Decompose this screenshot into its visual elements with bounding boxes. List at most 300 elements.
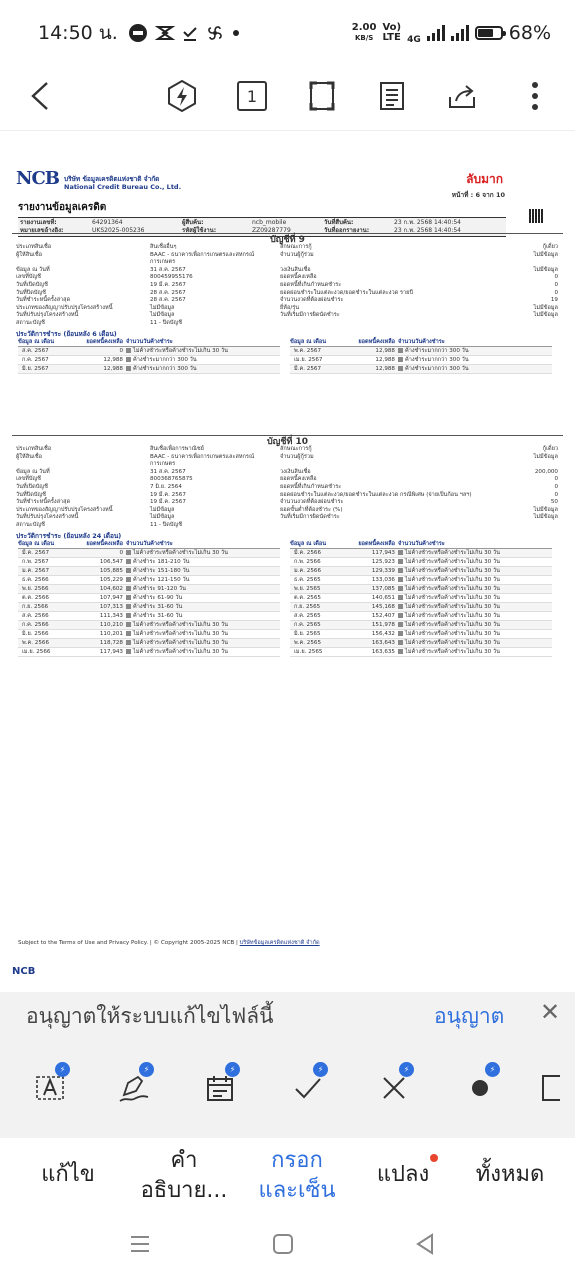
status-bar [0,0,575,66]
history-balance: 110,201 [70,629,126,638]
detail-cell: วันที่เปิดบัญชี [16,281,48,288]
detail-cell: ไม่มีข้อมูล [533,251,558,258]
status-square-icon [398,357,403,362]
detail-cell: ลักษณะการกู้ [280,446,312,452]
history-month: ก.ย. 2566 [18,602,70,611]
history-header: ข้อมูล ณ เดือน [290,540,342,549]
history-balance: 105,229 [70,575,126,584]
back-arrow-icon [29,81,51,111]
detail-cell: วงเงินสินเชื่อ [280,266,311,273]
payment-history-title: ประวัติการชำระ (ย้อนหลัง 6 เดือน) [16,329,117,338]
detail-cell: ประเภทสินเชื่อ [16,244,52,250]
history-status: ไม่ค้างชำระหรือค้างชำระไม่เกิน 30 วัน [133,630,228,637]
detail-cell: 0 [554,281,558,288]
status-square-icon [126,568,131,573]
status-square-icon [398,577,403,582]
status-square-icon [398,631,403,636]
history-table-left [18,540,280,657]
pro-badge-icon: ⚡ [399,1062,414,1077]
detail-cell: 7 มิ.ย. 2564 [150,483,182,490]
detail-cell: 11 - ปิดบัญชี [150,319,182,326]
battery-icon [475,26,503,40]
recent-apps-icon[interactable] [128,1232,152,1256]
history-status-cell [126,620,280,629]
detail-cell: ไม่มีข้อมูล [533,266,558,273]
cross-tool[interactable] [372,1066,416,1110]
history-status: ค้างชำระมากกว่า 300 วัน [133,356,197,363]
history-month: มี.ค. 2567 [18,548,70,557]
account-details [12,446,563,530]
history-status: ไม่ค้างชำระหรือค้างชำระไม่เกิน 30 วัน [405,621,500,628]
cross-icon [379,1073,409,1103]
history-balance: 145,168 [342,602,398,611]
reading-mode-button[interactable] [372,76,412,116]
history-month: ต.ค. 2566 [18,593,70,602]
history-month: ส.ค. 2566 [18,611,70,620]
detail-cell: วันที่เปิดบัญชี [16,483,48,490]
info-cell: วันที่ออกรายงาน: [324,227,370,234]
status-square-icon [126,613,131,618]
detail-cell: ยอดหนี้ที่เกินกำหนดชำระ [280,483,342,490]
history-status-cell [398,584,552,593]
quick-action-button[interactable] [162,76,202,116]
detail-cell [414,461,558,469]
status-square-icon [398,613,403,618]
account-title: บัญชีที่ 10 [12,435,563,446]
more-tool[interactable] [540,1066,575,1110]
history-balance: 105,885 [70,566,126,575]
permission-message: อนุญาตให้ระบบแก้ไขไฟล์นี้ [26,1004,274,1028]
history-header-row [290,338,552,347]
detail-cell: กู้เดี่ยว [542,244,558,250]
table-row [290,620,552,629]
history-month: เม.ย. 2565 [290,647,342,656]
history-month: ธ.ค. 2566 [18,575,70,584]
history-status-cell [126,575,280,584]
tab-edit[interactable]: แก้ไข [41,1162,95,1187]
detail-cell: 31 ส.ค. 2567 [150,468,186,475]
history-status: ไม่ค้างชำระหรือค้างชำระไม่เกิน 30 วัน [133,648,228,655]
table-row [18,548,280,557]
history-status-cell [126,611,280,620]
table-row [18,647,280,656]
detail-cell: ยอดหนี้ที่เกินกำหนดชำระ [280,281,342,288]
history-month: มิ.ย. 2566 [18,629,70,638]
tab-fill-sign[interactable]: กรอก และเซ็น [258,1148,336,1203]
history-header: ยอดหนี้คงเหลือ [342,540,398,549]
detail-cell: วันที่ปรับปรุงโครงสร้างหนี้ [16,312,79,319]
signal-icon-2 [451,25,469,41]
status-square-icon [126,586,131,591]
history-month: พ.ย. 2565 [290,584,342,593]
status-square-icon [398,640,403,645]
status-square-icon [126,550,131,555]
history-balance: 117,943 [70,647,126,656]
history-status-cell [126,566,280,575]
history-month: ต.ค. 2565 [290,593,342,602]
document-viewport[interactable] [0,130,575,962]
detail-cell: สถานะบัญชี [16,319,45,326]
detail-cell: จำนวนผู้กู้ร่วม [280,251,314,258]
detail-cell [414,259,558,267]
history-month: มิ.ย. 2565 [290,629,342,638]
history-balance: 0 [70,346,126,355]
history-header: จำนวนวันค้างชำระ [398,540,552,549]
history-header: ยอดหนี้คงเหลือ [342,338,398,347]
status-square-icon [398,649,403,654]
viewer-toolbar [0,66,575,124]
history-status-cell [398,611,552,620]
detail-cell: 0 [554,476,558,483]
detail-cell: วันที่เริ่มมีการผิดนัดชำระ [280,312,340,319]
detail-cell: ยอดผ่อนชำระในแต่ละงวด/ยอดชำระในแต่ละงวด กรณีพิเศษ (จ่ายเป็นก้อน ฯลฯ) [280,491,472,498]
history-status-cell [398,566,552,575]
history-balance: 137,085 [342,584,398,593]
history-header: ยอดหนี้คงเหลือ [70,540,126,549]
detail-cell: ผู้ให้สินเชื่อ [16,453,43,460]
tab-convert[interactable]: แปลง [376,1162,430,1187]
detail-cell: 800459955176 [150,274,193,281]
history-balance: 152,407 [342,611,398,620]
detail-cell: สินเชื่อเพื่อการพาณิชย์ [150,446,204,452]
history-status-cell [126,346,280,355]
history-balance: 156,432 [342,629,398,638]
next-page-preview: NCB [12,966,36,977]
history-status-cell [126,593,280,602]
back-button[interactable] [20,76,60,116]
table-row [18,557,280,566]
status-square-icon [398,366,403,371]
history-status: ค้างชำระ 181-210 วัน [133,558,190,565]
table-row [290,346,552,355]
history-status-cell [126,638,280,647]
detail-cell: ยอดหนี้คงเหลือ [280,476,317,483]
history-month: พ.ค. 2565 [290,638,342,647]
history-balance: 106,547 [70,557,126,566]
history-status-cell [398,548,552,557]
lightning-hexagon-icon [165,79,199,113]
table-row [18,593,280,602]
history-header: ข้อมูล ณ เดือน [18,338,70,347]
history-header: ข้อมูล ณ เดือน [290,338,342,347]
history-balance: 140,651 [342,593,398,602]
account-details [12,244,563,328]
history-table-left [18,338,280,374]
status-square-icon [398,622,403,627]
history-status-cell [398,364,552,373]
history-header: ยอดหนี้คงเหลือ [70,338,126,347]
table-row [18,620,280,629]
fan-icon [206,24,224,42]
mode-tabs [0,1140,575,1220]
detail-cell: 0 [554,491,558,498]
detail-cell: 200,000 [534,468,558,475]
fullscreen-button[interactable] [302,76,342,116]
history-balance: 12,988 [70,364,126,373]
info-cell: 23 ก.พ. 2568 14:40:54 [394,219,461,226]
status-square-icon [126,357,131,362]
page-number-button[interactable] [232,76,272,116]
info-cell: 23 ก.พ. 2568 14:40:54 [394,227,461,234]
table-row [290,557,552,566]
history-table-right [290,540,552,657]
table-row [290,364,552,373]
back-nav-icon[interactable] [414,1232,436,1256]
history-month: เม.ย. 2567 [290,355,342,364]
history-status: ค้างชำระ 91-120 วัน [133,585,186,592]
document-list-icon [379,81,405,111]
history-balance: 12,988 [70,355,126,364]
history-status-cell [398,602,552,611]
detail-cell: วงเงินสินเชื่อ [280,468,311,475]
checkmark-tool[interactable] [286,1066,330,1110]
status-square-icon [398,604,403,609]
history-balance: 111,343 [70,611,126,620]
table-row [290,548,552,557]
detail-cell: วันที่ชำระหนี้ครั้งล่าสุด [16,499,71,506]
detail-cell: ยี่ห้อ/รุ่น [280,304,300,311]
history-balance: 104,602 [70,584,126,593]
pro-badge-icon: ⚡ [55,1062,70,1077]
history-status: ไม่ค้างชำระหรือค้างชำระไม่เกิน 30 วัน [405,576,500,583]
history-status: ไม่ค้างชำระหรือค้างชำระไม่เกิน 30 วัน [405,558,500,565]
history-balance: 118,728 [70,638,126,647]
detail-cell: การเกษตร [150,259,176,266]
detail-cell: 28 ส.ค. 2567 [150,289,186,296]
detail-cell: จำนวนงวดที่ต้องผ่อนชำระ [280,297,344,304]
pro-badge-icon: ⚡ [139,1062,154,1077]
detail-cell [414,522,558,530]
table-row [18,575,280,584]
home-icon[interactable] [272,1232,294,1256]
detail-cell [280,320,410,328]
table-row [290,638,552,647]
status-square-icon [126,577,131,582]
history-month: ก.ค. 2566 [18,620,70,629]
table-row [18,638,280,647]
table-row [290,355,552,364]
fullscreen-icon [309,81,335,111]
table-row [18,611,280,620]
network-speed: 2.00 KB/S [351,22,377,42]
history-status: ค้างชำระมากกว่า 300 วัน [405,347,469,354]
edit-permission-banner [0,992,575,1042]
history-month: ก.พ. 2567 [18,557,70,566]
new-indicator-dot [430,1154,438,1162]
more-options-button[interactable] [515,76,555,116]
history-status: ค้างชำระ 151-180 วัน [133,567,190,574]
app-icon [156,24,174,42]
share-button[interactable] [442,76,482,116]
table-row [290,602,552,611]
history-balance: 107,313 [70,602,126,611]
payment-history-title: ประวัติการชำระ (ย้อนหลัง 24 เดือน) [16,531,122,540]
table-row [18,602,280,611]
detail-cell: ไม่มีข้อมูล [533,506,558,513]
company-name: บริษัท ข้อมูลเครดิตแห่งชาติ จำกัด National Credit Bureau Co., Ltd. [64,175,182,191]
info-cell: วันที่สืบค้น: [324,219,354,226]
pro-badge-icon: ⚡ [313,1062,328,1077]
status-square-icon [126,366,131,371]
detail-cell: BAAC - ธนาคารเพื่อการเกษตรและสหกรณ์ [150,453,255,460]
history-status: ไม่ค้างชำระหรือค้างชำระไม่เกิน 30 วัน [405,594,500,601]
detail-cell: สถานะบัญชี [16,521,45,528]
history-month: พ.ค. 2567 [290,346,342,355]
history-header: จำนวนวันค้างชำระ [126,540,280,549]
history-status: ไม่ค้างชำระหรือค้างชำระไม่เกิน 30 วัน [133,347,228,354]
detail-cell [16,259,146,267]
history-month: มี.ค. 2566 [290,548,342,557]
history-balance: 129,339 [342,566,398,575]
detail-cell [280,522,410,530]
history-status-cell [398,575,552,584]
detail-cell: 28 ส.ค. 2567 [150,297,186,304]
history-status: ค้างชำระ 61-90 วัน [133,594,183,601]
detail-cell: ไม่มีข้อมูล [150,514,175,521]
payment-history [12,338,563,374]
status-square-icon [398,550,403,555]
history-status: ไม่ค้างชำระหรือค้างชำระไม่เกิน 30 วัน [405,648,500,655]
history-status-cell [398,638,552,647]
detail-cell: 19 มี.ค. 2567 [150,491,186,498]
page-indicator: หน้าที่ : 6 จาก 10 [451,191,505,199]
detail-cell: วันที่ปรับปรุงโครงสร้างหนี้ [16,514,79,521]
detail-cell: 19 มี.ค. 2567 [150,281,186,288]
detail-cell: การเกษตร [150,461,176,468]
dot-icon [465,1073,495,1103]
history-balance: 110,210 [70,620,126,629]
detail-cell: ข้อมูล ณ วันที่ [16,468,50,475]
history-month: ส.ค. 2567 [18,346,70,355]
history-balance: 125,923 [342,557,398,566]
detail-cell: ประเภทสินเชื่อ [16,446,52,452]
detail-cell: ยอดผ่อนชำระในแต่ละงวด/ยอดชำระในแต่ละงวด รายปี [280,289,413,296]
info-cell: UKS2025-005236 [92,227,145,234]
system-nav-bar [0,1220,575,1280]
history-status-cell [126,647,280,656]
detail-cell: 800368765875 [150,476,193,483]
detail-cell: ไม่มีข้อมูล [150,304,175,311]
history-status: ไม่ค้างชำระหรือค้างชำระไม่เกิน 30 วัน [405,639,500,646]
history-balance: 163,635 [342,647,398,656]
date-tool[interactable] [198,1066,242,1110]
ncb-link[interactable]: บริษัทข้อมูลเครดิตแห่งชาติ จำกัด [239,940,320,946]
detail-cell: 0 [554,483,558,490]
more-dot-icon [232,29,240,37]
payment-history [12,540,563,657]
detail-cell: ลักษณะการกู้ [280,244,312,250]
history-status: ไม่ค้างชำระหรือค้างชำระไม่เกิน 30 วัน [405,585,500,592]
history-status: ค้างชำระ 121-150 วัน [133,576,190,583]
pro-badge-icon: ⚡ [225,1062,240,1077]
table-row [290,593,552,602]
detail-cell: วันที่เริ่มมีการผิดนัดชำระ [280,514,340,521]
line-app-icon [128,23,148,43]
table-row [18,346,280,355]
table-row [290,575,552,584]
history-header: ข้อมูล ณ เดือน [18,540,70,549]
history-month: มี.ค. 2567 [290,364,342,373]
detail-cell: ประเภทของสัญญาปรับปรุงโครงสร้างหนี้ [16,506,113,513]
detail-cell: ประเภทของสัญญาปรับปรุงโครงสร้างหนี้ [16,304,113,311]
detail-cell: ข้อมูล ณ วันที่ [16,266,50,273]
table-row [290,584,552,593]
table-row [18,584,280,593]
dot-tool[interactable] [458,1066,502,1110]
table-row [18,566,280,575]
history-status: ไม่ค้างชำระหรือค้างชำระไม่เกิน 30 วัน [133,621,228,628]
signature-tool[interactable] [112,1066,156,1110]
history-balance: 0 [70,548,126,557]
info-cell: รหัสผู้ใช้งาน: [182,227,217,234]
close-banner-button[interactable]: ✕ [540,998,561,1026]
detail-cell: 0 [554,274,558,281]
table-row [18,364,280,373]
status-square-icon [398,595,403,600]
info-cell: ncb_mobile [252,219,287,226]
tab-comment[interactable]: คำ อธิบาย... [140,1148,228,1203]
history-month: เม.ย. 2566 [18,647,70,656]
detail-cell: 0 [554,289,558,296]
detail-cell [16,461,146,469]
share-icon [447,81,477,111]
table-row [18,629,280,638]
history-status-cell [126,629,280,638]
history-status-cell [398,346,552,355]
detail-cell: ผู้ให้สินเชื่อ [16,251,43,258]
text-box-tool[interactable] [28,1066,72,1110]
detail-cell: 19 มี.ค. 2567 [150,499,186,506]
history-status-cell [398,355,552,364]
history-month: ธ.ค. 2565 [290,575,342,584]
info-row [20,219,504,227]
info-cell: ZZ09287779 [252,227,291,234]
history-status-cell [126,548,280,557]
signature-pen-icon [118,1073,150,1103]
allow-button[interactable]: อนุญาต [434,1004,505,1028]
history-header: จำนวนวันค้างชำระ [398,338,552,347]
history-status: ค้างชำระมากกว่า 300 วัน [133,365,197,372]
history-status-cell [126,355,280,364]
status-square-icon [126,640,131,645]
detail-cell: เลขที่บัญชี [16,274,41,281]
history-status: ไม่ค้างชำระหรือค้างชำระไม่เกิน 30 วัน [405,630,500,637]
more-vertical-icon [531,81,539,111]
detail-cell: 11 - ปิดบัญชี [150,521,182,528]
table-row [18,355,280,364]
history-status: ไม่ค้างชำระหรือค้างชำระไม่เกิน 30 วัน [405,612,500,619]
info-cell: 64291364 [92,219,123,226]
history-month: พ.ย. 2566 [18,584,70,593]
status-square-icon [126,348,131,353]
status-square-icon [126,631,131,636]
history-status-cell [126,584,280,593]
detail-cell: ไม่มีข้อมูล [533,304,558,311]
tab-all[interactable]: ทั้งหมด [475,1162,545,1187]
info-cell: รายงานเลขที่: [20,219,57,226]
history-status: ไม่ค้างชำระหรือค้างชำระไม่เกิน 30 วัน [405,567,500,574]
partial-shape-icon [540,1073,560,1103]
report-page [12,168,563,961]
account-title: บัญชีที่ 9 [12,233,563,244]
detail-cell: เลขที่บัญชี [16,476,41,483]
history-balance: 12,988 [342,346,398,355]
detail-cell: วันที่ปิดบัญชี [16,289,46,296]
detail-cell [414,320,558,328]
history-status: ค้างชำระมากกว่า 300 วัน [405,356,469,363]
history-status: ไม่ค้างชำระหรือค้างชำระไม่เกิน 30 วัน [405,603,500,610]
history-month: ก.ค. 2567 [18,355,70,364]
